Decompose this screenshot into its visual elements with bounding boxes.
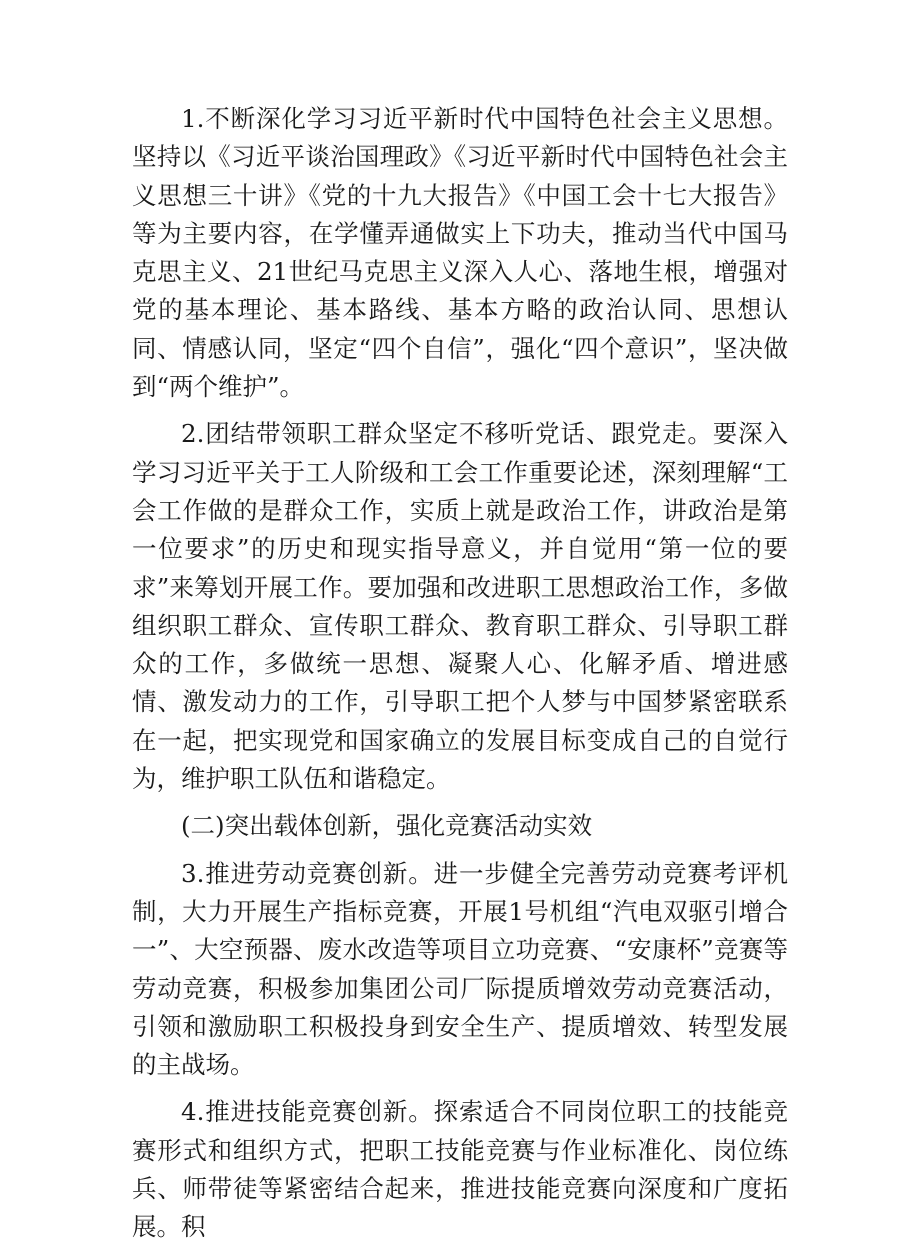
document-page [132,100,788,1256]
paragraph-2: 2.团结带领职工群众坚定不移听党话、跟党走。要深入学习习近平关于工人阶级和工会工作重要论述，深刻理解“工会工作做的是群众工作，实质上就是政治工作，讲政治是第一位要求”的历史和现实指导意义，并自觉用“第一位的要求”来筹划开展工作。要加强和改进职工思想政治工作，多做组织职工群众、宣传职工群众、教育职工群众、引导职工群众的工作，多做统一思想、凝聚人心、化解矛盾、增进感情、激发动力的工作，引导职工把个人梦与中国梦紧密联系在一起，把实现党和国家确立的发展目标变成自己的自觉行为，维护职工队伍和谐稳定。 [132,419,788,794]
paragraph-4: 4.推进技能竞赛创新。探索适合不同岗位职工的技能竞赛形式和组织方式，把职工技能竞赛与作业标准化、岗位练兵、师带徒等紧密结合起来，推进技能竞赛向深度和广度拓展。积 [132,1097,788,1242]
section-heading: (二)突出载体创新，强化竞赛活动实效 [181,811,593,841]
paragraph-3: 3.推进劳动竞赛创新。进一步健全完善劳动竞赛考评机制，大力开展生产指标竞赛，开展1号机组“汽电双驱引增合一”、大空预器、废水改造等项目立功竞赛、“安康杯”竞赛等劳动竞赛，积极参加集团公司厂际提质增效劳动竞赛活动，引领和激励职工积极投身到安全生产、提质增效、转型发展的主战场。 [132,858,788,1080]
paragraph-1: 1.不断深化学习习近平新时代中国特色社会主义思想。坚持以《习近平谈治国理政》《习近平新时代中国特色社会主义思想三十讲》《党的十九大报告》《中国工会十七大报告》等为主要内容，在学懂弄通做实上下功夫，推动当代中国马克思主义、21世纪马克思主义深入人心、落地生根，增强对党的基本理论、基本路线、基本方略的政治认同、思想认同、情感认同，坚定“四个自信”，强化“四个意识”，坚决做到“两个维护”。 [132,104,788,402]
